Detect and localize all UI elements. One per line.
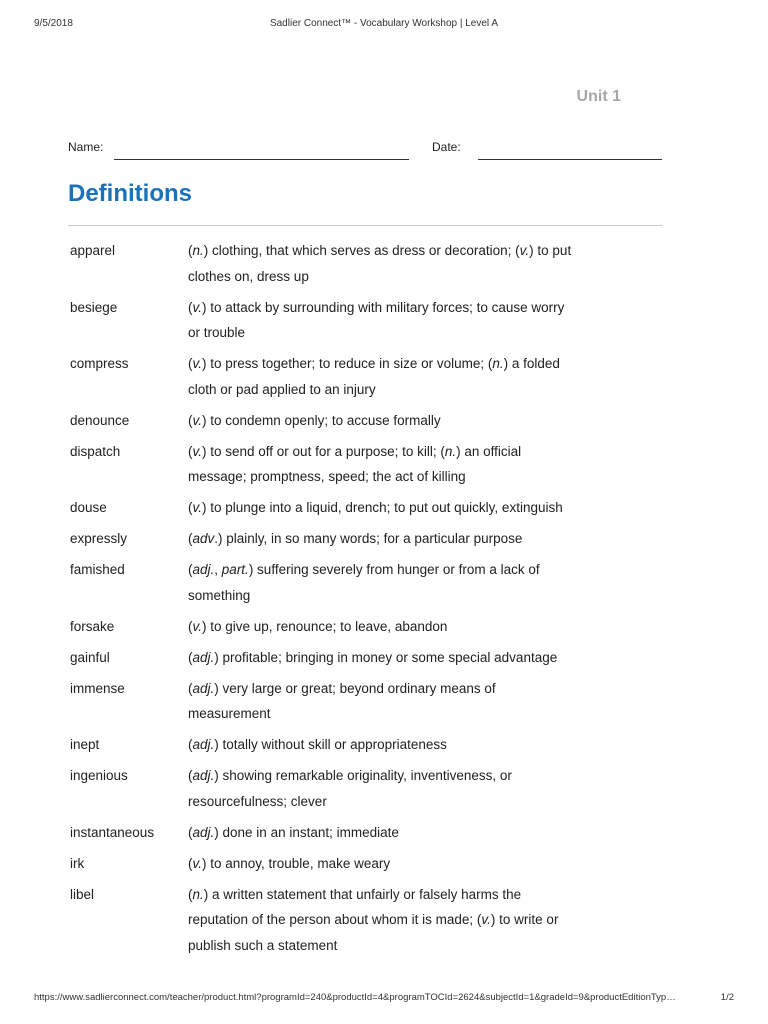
definition-entry: [68, 439, 662, 490]
name-date-row: [68, 140, 662, 162]
definition-text: [188, 238, 580, 289]
vocab-word: besiege: [70, 299, 118, 315]
definition-segment: ) to give up, renounce; to leave, abandon: [202, 618, 448, 634]
definition-segment: ) clothing, that which serves as dress or decoration; (: [203, 243, 520, 258]
vocab-word: forsake: [70, 618, 115, 634]
definition-segment: ) an official message; promptness, speed; the act of killing: [188, 443, 522, 484]
definition-text: [188, 763, 580, 814]
definition-segment: (: [188, 412, 193, 428]
print-url: https://www.sadlierconnect.com/teacher/product.html?programId=240&productId=4&programTOCId=2624&subjectId=1&gradeId=9&productEditionTyp…: [34, 992, 676, 1003]
definition-entry: [68, 614, 662, 640]
part-of-speech: v.: [192, 412, 202, 428]
part-of-speech: adj.: [192, 562, 215, 577]
definition-entry: [68, 495, 662, 521]
definition-entry: [68, 295, 662, 346]
vocab-word: immense: [70, 680, 125, 696]
definition-entry: [68, 557, 662, 608]
vocab-word: libel: [70, 886, 95, 902]
definition-text: [188, 645, 580, 671]
print-title: Sadlier Connect™ - Vocabulary Workshop | Level A: [269, 18, 499, 29]
definition-entry: [68, 645, 662, 671]
definition-text: [188, 295, 580, 346]
definition-segment: ) a written statement that unfairly or falsely harms the reputation of the person about whom it is made; (: [188, 886, 522, 927]
definition-segment: (: [188, 443, 193, 459]
vocab-word: inept: [70, 737, 100, 752]
vocab-word: expressly: [70, 531, 128, 546]
name-line: [114, 159, 409, 160]
definition-text: [188, 614, 580, 640]
definition-segment: ,: [214, 562, 222, 577]
definition-text: [188, 351, 580, 402]
date-line: [478, 159, 662, 160]
definition-text: [188, 851, 580, 877]
definition-segment: ) totally without skill or appropriateness: [214, 737, 447, 752]
definition-segment: ) to attack by surrounding with military forces; to cause worry or trouble: [188, 299, 565, 340]
definition-text: [188, 495, 580, 521]
part-of-speech: n.: [444, 443, 457, 459]
print-footer: [34, 992, 734, 1006]
print-header: [34, 18, 734, 32]
definition-segment: .) plainly, in so many words; for a particular purpose: [214, 531, 523, 546]
definition-segment: (: [188, 243, 193, 258]
definition-segment: ) done in an instant; immediate: [214, 824, 399, 840]
definition-segment: (: [188, 500, 193, 515]
definition-entry: [68, 676, 662, 727]
vocab-word: ingenious: [70, 768, 128, 783]
definition-segment: (: [188, 737, 193, 752]
part-of-speech: v.: [192, 356, 202, 371]
definition-segment: ) to annoy, trouble, make weary: [202, 855, 391, 871]
name-label: Name:: [68, 140, 104, 154]
definition-entry: [68, 763, 662, 814]
definition-entry: [68, 238, 662, 289]
part-of-speech: v.: [192, 299, 202, 315]
part-of-speech: adv: [192, 531, 215, 546]
vocab-word: famished: [70, 562, 125, 577]
definition-segment: ) profitable; bringing in money or some special advantage: [214, 649, 558, 665]
definition-segment: ) a folded cloth or pad applied to an injury: [188, 356, 560, 397]
definition-entry: [68, 351, 662, 402]
definition-segment: (: [188, 531, 193, 546]
definition-segment: (: [188, 680, 193, 696]
part-of-speech: v.: [192, 443, 202, 459]
definition-text: [188, 882, 580, 959]
part-of-speech: adj.: [192, 680, 215, 696]
part-of-speech: v.: [481, 912, 491, 927]
part-of-speech: v.: [519, 243, 530, 258]
divider: [68, 225, 662, 226]
vocab-word: gainful: [70, 649, 110, 665]
definition-segment: ) to plunge into a liquid, drench; to put out quickly, extinguish: [202, 500, 563, 515]
part-of-speech: adj.: [192, 768, 215, 783]
definition-segment: (: [188, 618, 193, 634]
definition-text: [188, 820, 580, 846]
definition-entry: [68, 526, 662, 552]
definition-segment: (: [188, 855, 193, 871]
unit-label: Unit 1: [576, 88, 621, 105]
vocab-word: apparel: [70, 243, 116, 258]
part-of-speech: v.: [192, 500, 202, 515]
page-title: Definitions: [68, 180, 192, 207]
definition-text: [188, 676, 580, 727]
vocab-word: irk: [70, 855, 85, 871]
part-of-speech: adj.: [192, 737, 215, 752]
definition-segment: (: [188, 562, 193, 577]
vocab-word: instantaneous: [70, 824, 155, 840]
print-date: 9/5/2018: [34, 18, 73, 29]
definition-text: [188, 439, 580, 490]
definition-segment: (: [188, 649, 193, 665]
page-number: 1/2: [720, 992, 734, 1003]
definition-segment: ) to put clothes on, dress up: [188, 243, 572, 284]
definition-segment: ) to press together; to reduce in size or volume; (: [202, 356, 493, 371]
definition-segment: ) showing remarkable originality, inventiveness, or resourcefulness; clever: [188, 768, 512, 809]
definitions-list: [68, 238, 662, 964]
definition-segment: ) to condemn openly; to accuse formally: [202, 412, 441, 428]
definition-segment: ) very large or great; beyond ordinary means of measurement: [188, 680, 496, 721]
part-of-speech: v.: [192, 618, 202, 634]
definition-entry: [68, 882, 662, 959]
definition-segment: (: [188, 356, 193, 371]
definition-text: [188, 526, 580, 552]
part-of-speech: n.: [192, 886, 204, 902]
part-of-speech: n.: [492, 356, 504, 371]
vocab-word: compress: [70, 356, 129, 371]
definition-entry: [68, 732, 662, 758]
definition-entry: [68, 408, 662, 434]
definition-segment: (: [188, 299, 193, 315]
part-of-speech: v.: [192, 855, 202, 871]
part-of-speech: part.: [221, 562, 249, 577]
date-label: Date:: [432, 140, 461, 154]
definition-text: [188, 732, 580, 758]
definition-text: [188, 557, 580, 608]
vocab-word: douse: [70, 500, 107, 515]
part-of-speech: n.: [192, 243, 204, 258]
part-of-speech: adj.: [192, 649, 215, 665]
definition-segment: ) suffering severely from hunger or from a lack of something: [188, 562, 540, 603]
definition-text: [188, 408, 580, 434]
definition-segment: (: [188, 768, 193, 783]
part-of-speech: adj.: [192, 824, 215, 840]
definition-segment: ) to write or publish such a statement: [188, 912, 559, 953]
vocab-word: dispatch: [70, 443, 121, 459]
definition-segment: (: [188, 886, 193, 902]
definition-entry: [68, 820, 662, 846]
definition-segment: ) to send off or out for a purpose; to kill; (: [202, 443, 445, 459]
definition-entry: [68, 851, 662, 877]
vocab-word: denounce: [70, 412, 130, 428]
definition-segment: (: [188, 824, 193, 840]
